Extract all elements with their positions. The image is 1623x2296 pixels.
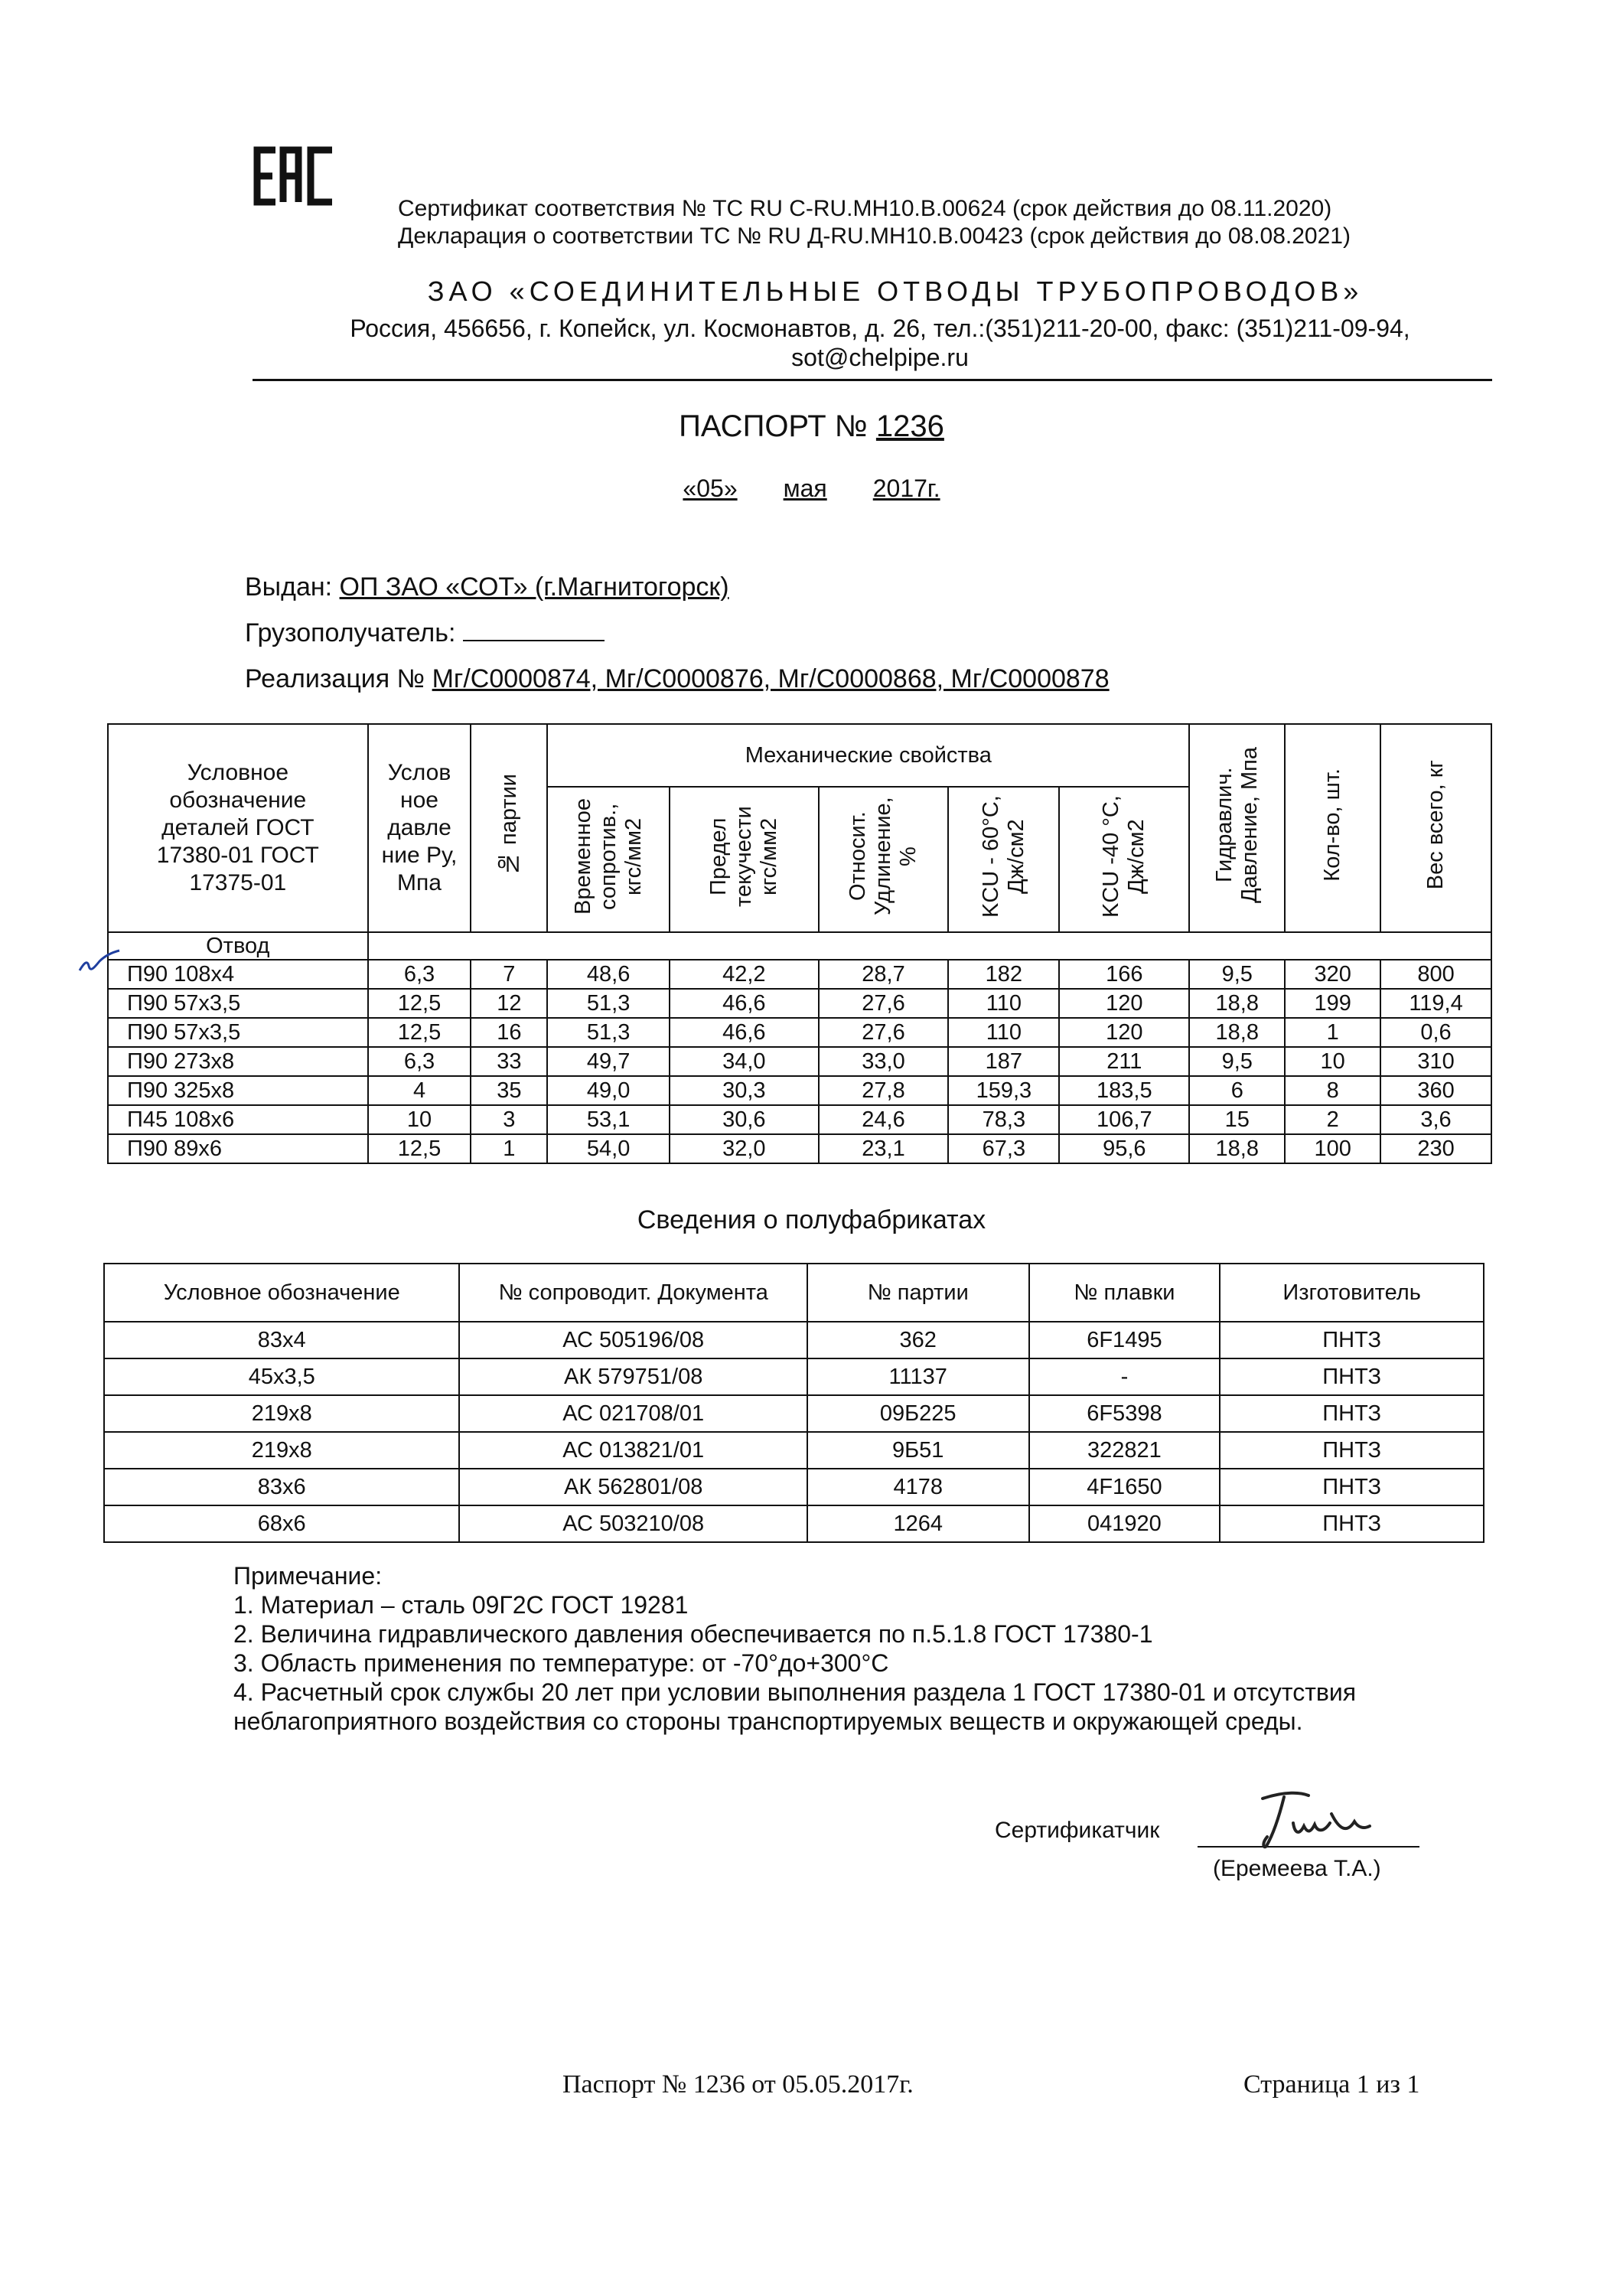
header-tensile: Временное сопротив., кгс/мм2 — [547, 787, 670, 932]
consignee-line — [245, 618, 605, 648]
table-cell: ПНТЗ — [1220, 1469, 1484, 1505]
signature-label: Сертификатчик — [995, 1818, 1160, 1843]
table-row — [104, 1432, 1484, 1469]
realization-label: Реализация № — [245, 664, 425, 693]
notes-title: Примечание: — [233, 1562, 383, 1590]
table-cell: 9Б51 — [807, 1432, 1029, 1469]
table-row — [108, 1047, 1491, 1076]
notes — [233, 1561, 1496, 1736]
table-cell: 78,3 — [948, 1105, 1059, 1134]
table-cell: 219х8 — [104, 1395, 459, 1432]
column-header: № сопроводит. Документа — [459, 1264, 807, 1322]
table-cell: 83х4 — [104, 1322, 459, 1358]
table-cell: 0,6 — [1380, 1018, 1491, 1047]
table-cell: 32,0 — [670, 1134, 819, 1163]
table-row — [104, 1358, 1484, 1395]
consignee-label: Грузополучатель: — [245, 618, 456, 647]
table-cell: 18,8 — [1189, 989, 1285, 1018]
table-cell: 1264 — [807, 1505, 1029, 1542]
table-cell: 53,1 — [547, 1105, 670, 1134]
table-cell: 119,4 — [1380, 989, 1491, 1018]
table-cell: 1 — [471, 1134, 547, 1163]
table-cell: 51,3 — [547, 989, 670, 1018]
header-yield: Предел текучести кгс/мм2 — [670, 787, 819, 932]
table-row — [108, 1134, 1491, 1163]
column-header: № плавки — [1029, 1264, 1221, 1322]
address-line: Россия, 456656, г. Копейск, ул. Космонавтов, д. 26, тел.:(351)211-20-00, факс: (351)211-09-94, — [350, 315, 1410, 342]
table-cell: 46,6 — [670, 1018, 819, 1047]
header-kcu-40: KCU -40 °C, Дж/см2 — [1059, 787, 1189, 932]
table-cell: П90 57х3,5 — [108, 1018, 368, 1047]
table-cell: 110 — [948, 1018, 1059, 1047]
table-cell: ПНТЗ — [1220, 1432, 1484, 1469]
header-designation: Условное обозначение деталей ГОСТ 17380-01 ГОСТ 17375-01 — [108, 724, 368, 932]
table-cell: 166 — [1059, 960, 1189, 989]
header-pressure: Услов ное давле ние Ру, Мпа — [368, 724, 471, 932]
table-cell: 211 — [1059, 1047, 1189, 1076]
table-cell: 183,5 — [1059, 1076, 1189, 1105]
consignee-blank — [463, 640, 605, 641]
table-cell: 362 — [807, 1322, 1029, 1358]
table-cell: 18,8 — [1189, 1018, 1285, 1047]
table-cell: 67,3 — [948, 1134, 1059, 1163]
products-table — [107, 723, 1492, 1164]
table-cell: ПНТЗ — [1220, 1505, 1484, 1542]
table-cell: 28,7 — [819, 960, 949, 989]
materials-table-body — [104, 1322, 1484, 1542]
certificate-line: Сертификат соответствия № ТС RU C-RU.МН10.В.00624 (срок действия до 08.11.2020) — [398, 196, 1332, 221]
table-cell: АС 013821/01 — [459, 1432, 807, 1469]
table-cell: 16 — [471, 1018, 547, 1047]
table-cell: 100 — [1285, 1134, 1380, 1163]
table-cell: 6,3 — [368, 960, 471, 989]
table-cell: 041920 — [1029, 1505, 1221, 1542]
table-row — [108, 1018, 1491, 1047]
table-cell: 12 — [471, 989, 547, 1018]
table-cell: 12,5 — [368, 989, 471, 1018]
table-cell: 27,6 — [819, 989, 949, 1018]
passport-number: 1236 — [875, 409, 944, 443]
table-row — [104, 1505, 1484, 1542]
date-month: мая — [783, 475, 827, 502]
table-cell: 35 — [471, 1076, 547, 1105]
passport-title — [0, 409, 1623, 444]
table-cell: - — [1029, 1358, 1221, 1395]
table-cell: 159,3 — [948, 1076, 1059, 1105]
table-cell: П90 325х8 — [108, 1076, 368, 1105]
table-row — [108, 1076, 1491, 1105]
table-cell: 310 — [1380, 1047, 1491, 1076]
header-elongation: Относит. Удлинение, % — [819, 787, 949, 932]
table-cell: 30,6 — [670, 1105, 819, 1134]
note-item: 1. Материал – сталь 09Г2С ГОСТ 19281 — [233, 1591, 689, 1619]
materials-table-header — [104, 1264, 1484, 1322]
note-item: 2. Величина гидравлического давления обеспечивается по п.5.1.8 ГОСТ 17380-1 — [233, 1620, 1153, 1648]
table-cell: 8 — [1285, 1076, 1380, 1105]
table-cell: 46,6 — [670, 989, 819, 1018]
header-batch: № партии — [471, 724, 547, 932]
table-cell: 182 — [948, 960, 1059, 989]
table-cell: 322821 — [1029, 1432, 1221, 1469]
table-cell: 120 — [1059, 1018, 1189, 1047]
column-header: Условное обозначение — [104, 1264, 459, 1322]
note-item: 4. Расчетный срок службы 20 лет при условии выполнения раздела 1 ГОСТ 17380-01 и отсутствия неблагоприятного воздействия со стороны транспортируемых веществ и окружающей среды. — [233, 1678, 1357, 1735]
table-cell: 30,3 — [670, 1076, 819, 1105]
table-cell: 27,6 — [819, 1018, 949, 1047]
table-cell: 15 — [1189, 1105, 1285, 1134]
table-cell: 23,1 — [819, 1134, 949, 1163]
table-cell: ПНТЗ — [1220, 1395, 1484, 1432]
table-cell: 12,5 — [368, 1018, 471, 1047]
header-weight: Вес всего, кг — [1380, 724, 1491, 932]
table-cell: 230 — [1380, 1134, 1491, 1163]
table-cell: АС 503210/08 — [459, 1505, 807, 1542]
table-cell: АС 505196/08 — [459, 1322, 807, 1358]
table-cell: 42,2 — [670, 960, 819, 989]
table-cell: 9,5 — [1189, 960, 1285, 989]
header-mechanical-properties: Механические свойства — [547, 724, 1189, 787]
table-cell: 360 — [1380, 1076, 1491, 1105]
certificate-info — [398, 195, 1431, 250]
company-address — [253, 314, 1507, 372]
table-cell: 54,0 — [547, 1134, 670, 1163]
table-row — [104, 1322, 1484, 1358]
table-cell: 10 — [1285, 1047, 1380, 1076]
table-cell: П90 108х4 — [108, 960, 368, 989]
table-cell: 24,6 — [819, 1105, 949, 1134]
group-label: Отвод — [108, 932, 368, 960]
table-cell: 45х3,5 — [104, 1358, 459, 1395]
table-cell: 1 — [1285, 1018, 1380, 1047]
note-item: 3. Область применения по температуре: от -70°до+300°С — [233, 1649, 889, 1677]
table-cell: 6F1495 — [1029, 1322, 1221, 1358]
table-cell: 120 — [1059, 989, 1189, 1018]
table-cell: 320 — [1285, 960, 1380, 989]
column-header: № партии — [807, 1264, 1029, 1322]
date-day: «05» — [683, 475, 738, 502]
table-cell: 2 — [1285, 1105, 1380, 1134]
table-cell: 18,8 — [1189, 1134, 1285, 1163]
realization-value: Мг/С0000874, Мг/С0000876, Мг/С0000868, Мг/С0000878 — [432, 664, 1110, 693]
table-cell: 11137 — [807, 1358, 1029, 1395]
table-cell: П90 273х8 — [108, 1047, 368, 1076]
table-cell: 219х8 — [104, 1432, 459, 1469]
table-cell: 199 — [1285, 989, 1380, 1018]
footer-page: Страница 1 из 1 — [1243, 2070, 1420, 2099]
signer-name: (Еремеева Т.А.) — [1213, 1856, 1381, 1881]
table-cell: 7 — [471, 960, 547, 989]
header-kcu-60: KCU - 60°C, Дж/см2 — [948, 787, 1059, 932]
table-cell: 6F5398 — [1029, 1395, 1221, 1432]
table-row — [104, 1469, 1484, 1505]
table-cell: 33,0 — [819, 1047, 949, 1076]
table-cell: ПНТЗ — [1220, 1358, 1484, 1395]
table-cell: 68х6 — [104, 1505, 459, 1542]
signature-scribble — [1224, 1783, 1377, 1860]
header-quantity: Кол-во, шт. — [1285, 724, 1380, 932]
header-hydro-pressure: Гидравлич. Давление, Мпа — [1189, 724, 1285, 932]
table-cell: 10 — [368, 1105, 471, 1134]
table-cell: 9,5 — [1189, 1047, 1285, 1076]
table-cell: АК 579751/08 — [459, 1358, 807, 1395]
eac-logo — [253, 145, 337, 207]
date-year: 2017г. — [872, 475, 940, 502]
table-cell: 3,6 — [1380, 1105, 1491, 1134]
footer-passport: Паспорт № 1236 от 05.05.2017г. — [562, 2070, 914, 2099]
column-header: Изготовитель — [1220, 1264, 1484, 1322]
declaration-line: Декларация о соответствии ТС № RU Д-RU.МН10.В.00423 (срок действия до 08.08.2021) — [398, 223, 1351, 249]
checkmark-annotation — [77, 949, 122, 980]
table-cell: 6,3 — [368, 1047, 471, 1076]
issued-line — [245, 572, 729, 602]
table-cell: АС 021708/01 — [459, 1395, 807, 1432]
table-cell: 27,8 — [819, 1076, 949, 1105]
table-cell: 187 — [948, 1047, 1059, 1076]
table-cell: ПНТЗ — [1220, 1322, 1484, 1358]
table-cell: 09Б225 — [807, 1395, 1029, 1432]
realization-line — [245, 664, 1110, 694]
table-cell: 33 — [471, 1047, 547, 1076]
table-cell: 3 — [471, 1105, 547, 1134]
table-cell: 4F1650 — [1029, 1469, 1221, 1505]
table-row — [108, 960, 1491, 989]
table-cell: П90 89х6 — [108, 1134, 368, 1163]
products-table-body — [108, 960, 1491, 1163]
email: sot@chelpipe.ru — [791, 344, 969, 371]
table-cell: П90 57х3,5 — [108, 989, 368, 1018]
table-cell: 83х6 — [104, 1469, 459, 1505]
table-cell: 4 — [368, 1076, 471, 1105]
table-cell: 49,7 — [547, 1047, 670, 1076]
issued-value: ОП ЗАО «СОТ» (г.Магнитогорск) — [339, 572, 729, 602]
passport-title-prefix: ПАСПОРТ № — [679, 409, 876, 443]
table-row — [108, 1105, 1491, 1134]
table-cell: 800 — [1380, 960, 1491, 989]
table-cell: 34,0 — [670, 1047, 819, 1076]
table-cell: 51,3 — [547, 1018, 670, 1047]
materials-table — [103, 1263, 1484, 1543]
table-row — [104, 1395, 1484, 1432]
table-cell: 49,0 — [547, 1076, 670, 1105]
issued-label: Выдан: — [245, 572, 333, 602]
table-cell: 110 — [948, 989, 1059, 1018]
table-row — [108, 989, 1491, 1018]
table-cell: П45 108х6 — [108, 1105, 368, 1134]
table-cell: 4178 — [807, 1469, 1029, 1505]
header-divider — [253, 379, 1492, 381]
table-cell: 6 — [1189, 1076, 1285, 1105]
passport-date — [0, 475, 1623, 503]
company-name: ЗАО «СОЕДИНИТЕЛЬНЫЕ ОТВОДЫ ТРУБОПРОВОДОВ» — [427, 276, 1364, 307]
table-cell: 95,6 — [1059, 1134, 1189, 1163]
table-cell: АК 562801/08 — [459, 1469, 807, 1505]
table-cell: 48,6 — [547, 960, 670, 989]
table-cell: 12,5 — [368, 1134, 471, 1163]
table-cell: 106,7 — [1059, 1105, 1189, 1134]
section-title: Сведения о полуфабрикатах — [637, 1205, 986, 1234]
